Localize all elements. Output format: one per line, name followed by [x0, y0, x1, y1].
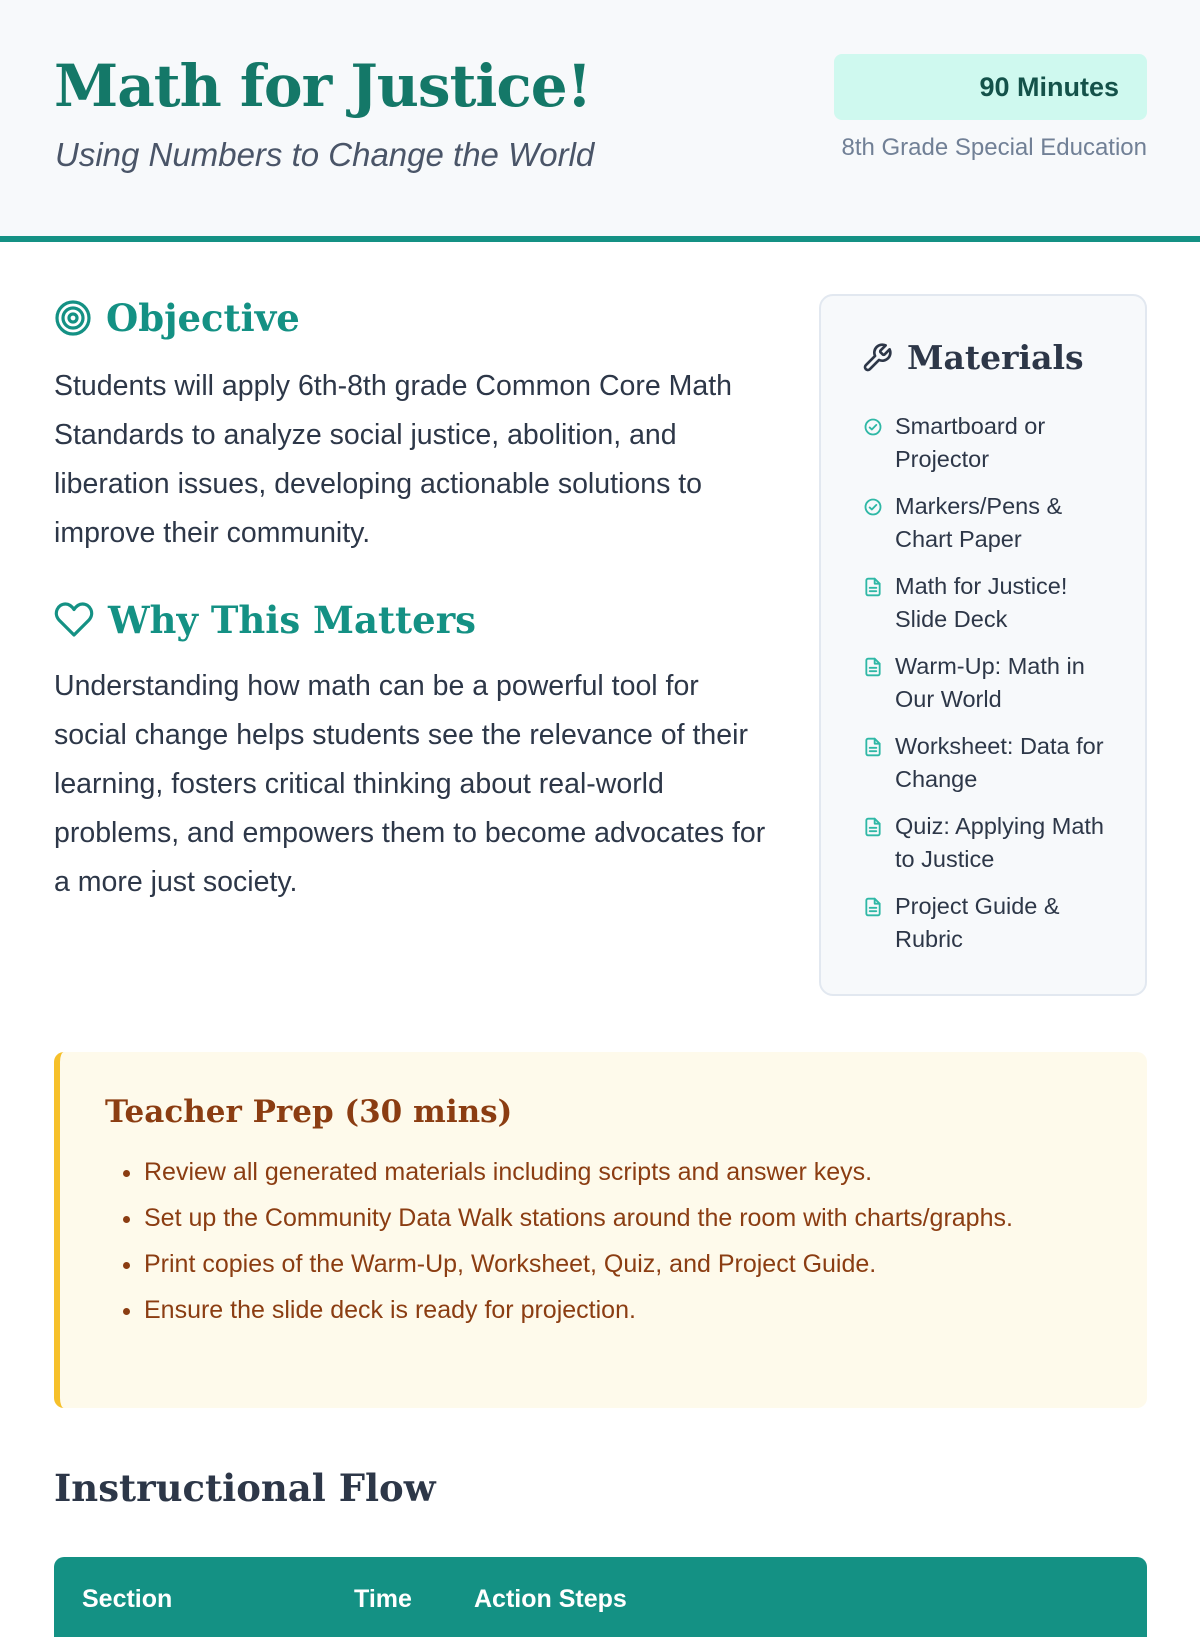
page-title: Math for Justice! [54, 52, 592, 120]
materials-list [861, 410, 1111, 970]
material-label: Markers/Pens & Chart Paper [895, 493, 1063, 552]
grade-level: 8th Grade Special Education [841, 134, 1147, 161]
column-header-action-steps: Action Steps [474, 1585, 627, 1613]
list-item: • Print copies of the Warm-Up, Worksheet, Quiz, and Project Guide. [144, 1244, 1024, 1284]
material-label: Worksheet: Data for Change [895, 733, 1104, 792]
document-icon [861, 737, 885, 757]
document-icon [861, 817, 885, 837]
check-circle-icon [861, 417, 885, 437]
column-header-time: Time [354, 1585, 412, 1613]
material-item [861, 890, 1111, 956]
material-item [861, 490, 1111, 556]
objective-heading-label: Objective [106, 296, 300, 340]
materials-heading-label: Materials [907, 338, 1084, 377]
material-item [861, 650, 1111, 716]
why-heading-label: Why This Matters [108, 598, 477, 642]
objective-text: Students will apply 6th-8th grade Common Core Math Standards to analyze social justice, abolition, and liberation issues, developing actionable solutions to improve their community. [54, 370, 733, 549]
instructional-flow-heading: Instructional Flow [54, 1466, 436, 1510]
document-icon [861, 577, 885, 597]
column-header-section: Section [82, 1585, 173, 1613]
material-item [861, 730, 1111, 796]
wrench-icon [861, 342, 893, 374]
teacher-prep-list [144, 1152, 1024, 1336]
document-icon [861, 897, 885, 917]
material-item [861, 570, 1111, 636]
why-heading [54, 598, 476, 642]
list-item: • Review all generated materials including scripts and answer keys. [144, 1152, 1024, 1192]
duration-badge: 90 Minutes [834, 54, 1147, 120]
material-item [861, 810, 1111, 876]
why-text: Understanding how math can be a powerful tool for social change helps students see the relevance of their learning, fosters critical thinking about real-world problems, and empowers them to become advocates for a more just society. [54, 670, 766, 898]
list-item: • Ensure the slide deck is ready for projection. [144, 1290, 1024, 1330]
heart-icon [54, 601, 94, 639]
material-label: Project Guide & Rubric [895, 893, 1060, 952]
page-header [0, 0, 1200, 242]
document-icon [861, 657, 885, 677]
material-label: Quiz: Applying Math to Justice [895, 813, 1104, 872]
material-item [861, 410, 1111, 476]
objective-heading [54, 296, 300, 340]
materials-card [819, 294, 1147, 996]
instructional-flow-table-header [54, 1557, 1147, 1637]
material-label: Math for Justice! Slide Deck [895, 573, 1068, 632]
target-icon [54, 299, 92, 337]
check-circle-icon [861, 497, 885, 517]
teacher-prep-box [54, 1052, 1147, 1408]
list-item: • Set up the Community Data Walk stations around the room with charts/graphs. [144, 1198, 1024, 1238]
material-label: Warm-Up: Math in Our World [895, 653, 1085, 712]
teacher-prep-title: Teacher Prep (30 mins) [105, 1094, 513, 1130]
page-subtitle: Using Numbers to Change the World [55, 136, 595, 173]
material-label: Smartboard or Projector [895, 413, 1046, 472]
materials-heading [861, 338, 1084, 377]
